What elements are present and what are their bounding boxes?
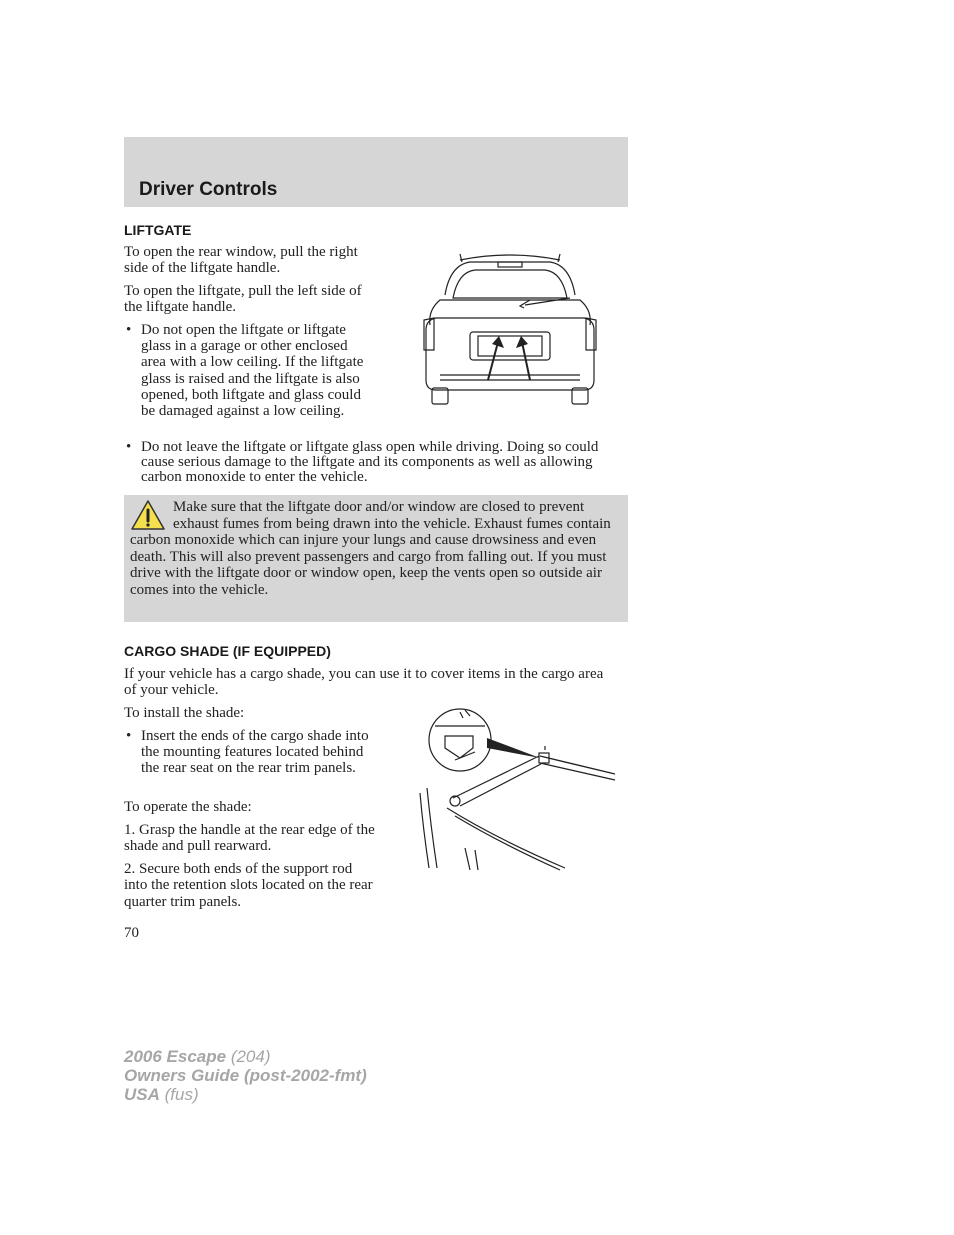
cargo-step-2: 2. Secure both ends of the support rod into the retention slots located on the rear quarter trim panels. [124, 861, 373, 910]
tail-lights [424, 318, 596, 350]
liftgate-bullet-1-text: Do not open the liftgate or liftgate glass in a garage or other enclosed area with a low ceiling. If the liftgate glass is raised and the liftgate is also opened, both liftgate and glass could be damaged against a low ceiling. [141, 322, 364, 420]
warning-text: Make sure that the liftgate door and/or window are closed to prevent exhaust fumes from being drawn into the vehicle. Exhaust fumes contain carbon monoxide which can injure your lungs and cause drowsiness and even death. This will also prevent passengers and cargo from falling out. If you must drive with the liftgate door or window open, keep the vents open so outside air comes into the vehicle. [130, 499, 611, 598]
footer-line-3 [124, 1085, 367, 1104]
cargo-shade-illustration [415, 708, 620, 873]
liftgate-heading: LIFTGATE [124, 222, 192, 238]
vehicle-body [426, 318, 594, 390]
cargo-paragraph-1: If your vehicle has a cargo shade, you can use it to cover items in the cargo area of your vehicle. [124, 666, 604, 699]
cargo-paragraph-2: To install the shade: [124, 705, 245, 721]
rear-bumper [440, 375, 580, 380]
pointer-wedge [487, 738, 540, 758]
section-header [124, 137, 628, 207]
footer-line-2 [124, 1066, 367, 1085]
page-number: 70 [124, 925, 139, 941]
brake-light [498, 262, 522, 267]
cargo-heading: CARGO SHADE (IF EQUIPPED) [124, 643, 331, 659]
liftgate-paragraph-1: To open the rear window, pull the right side of the liftgate handle. [124, 244, 358, 277]
footer-market-code: (fus) [159, 1085, 199, 1104]
roof-rack [460, 255, 560, 260]
footer-guide: Owners Guide (post-2002-fmt) [124, 1066, 367, 1085]
liftgate-bullet-2-text: Do not leave the liftgate or liftgate glass open while driving. Doing so could cause serious damage to the liftgate and its components as well as allowing carbon monoxide to enter the vehicle. [141, 439, 599, 486]
cargo-paragraph-3: To operate the shade: [124, 799, 252, 815]
handle-arrows [488, 342, 530, 380]
footer-line-1 [124, 1047, 367, 1066]
license-plate [478, 336, 542, 356]
cargo-bullet-1 [124, 728, 371, 777]
liftgate-bullet-1 [124, 322, 376, 419]
liftgate-paragraph-2: To open the liftgate, pull the left side of the liftgate handle. [124, 283, 362, 316]
shade-panel [447, 808, 565, 870]
footer-market: USA [124, 1085, 160, 1104]
detail-magnifier [429, 709, 491, 771]
section-title: Driver Controls [139, 179, 278, 200]
trim-panel [420, 788, 437, 868]
trim-panel-lines [465, 848, 478, 870]
footer-model-code: (204) [226, 1047, 271, 1066]
cargo-bullet-1-text: Insert the ends of the cargo shade into the mounting features located behind the rear seat on the rear trim panels. [141, 728, 369, 777]
liftgate-illustration [420, 250, 600, 408]
liftgate-bullet-2 [124, 440, 628, 486]
warning-box [124, 495, 628, 622]
bullet-dot: • [126, 728, 132, 744]
warning-text-block [130, 499, 622, 599]
bullet-dot: • [126, 439, 132, 455]
cargo-step-1: 1. Grasp the handle at the rear edge of the shade and pull rearward. [124, 822, 375, 855]
bullet-dot: • [126, 322, 132, 338]
footer [124, 1047, 367, 1104]
rear-window-glass [453, 270, 567, 298]
footer-model: 2006 Escape [124, 1047, 227, 1066]
liftgate-body [430, 300, 591, 325]
